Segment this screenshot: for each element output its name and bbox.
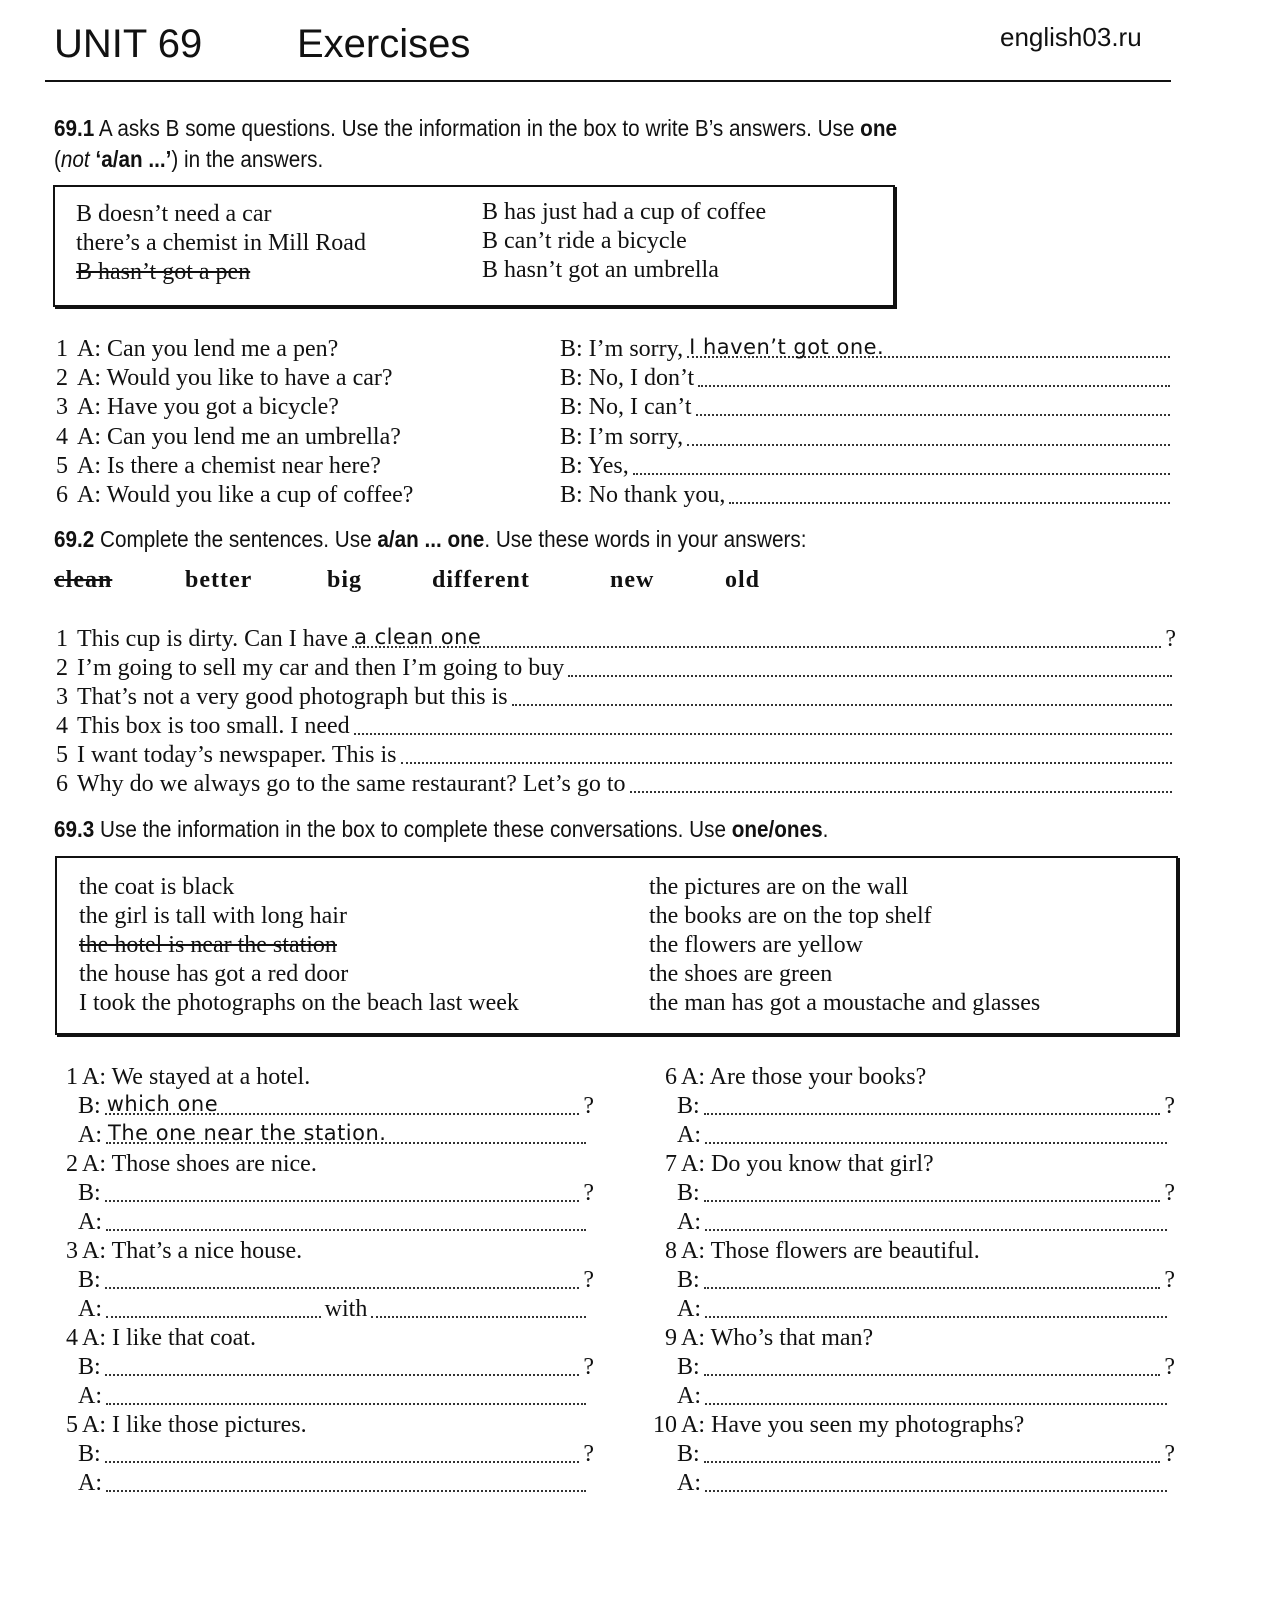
answer-prompt: B: I’m sorry,	[560, 423, 684, 450]
item-number: 6	[665, 1064, 677, 1090]
ex2-number: 69.2	[54, 526, 95, 552]
question-row	[56, 334, 338, 363]
speaker-label: A:	[78, 1383, 102, 1409]
question-text: A: Would you like a cup of coffee?	[77, 482, 414, 508]
speaker-label: A:	[78, 1296, 102, 1322]
answer-field[interactable]	[705, 1120, 1167, 1144]
question-mark: ?	[1165, 626, 1176, 652]
speaker-label: B:	[78, 1180, 101, 1206]
box-item: B has just had a cup of coffee	[482, 199, 767, 225]
response-line-a	[637, 1381, 1171, 1410]
item-number: 10	[653, 1412, 677, 1438]
item-number: 3	[56, 394, 68, 421]
answer-field[interactable]	[633, 451, 1170, 475]
ex1-instruction	[54, 113, 897, 175]
response-line-b	[637, 1178, 1175, 1207]
answer-field[interactable]	[512, 682, 1172, 706]
response-line-a	[54, 1468, 590, 1497]
conversation-line	[54, 1410, 307, 1439]
response-line-b	[637, 1352, 1175, 1381]
answer-prompt: B: No, I can’t	[560, 394, 692, 421]
question-mark: ?	[583, 1441, 594, 1467]
question-row	[56, 451, 381, 480]
ex1-instr-paren: (	[54, 146, 61, 172]
answer-field[interactable]	[106, 1120, 586, 1144]
question-mark: ?	[1164, 1093, 1175, 1119]
question-mark: ?	[583, 1093, 594, 1119]
answer-field[interactable]	[704, 1439, 1161, 1463]
handwritten-answer: a clean one	[354, 625, 482, 649]
word-option: old	[725, 567, 761, 593]
answer-field[interactable]	[705, 1294, 1167, 1318]
conversation-line	[637, 1410, 1024, 1439]
conversation-line	[637, 1236, 980, 1265]
conversation-line	[54, 1062, 310, 1091]
word-option: big	[327, 567, 363, 593]
answer-field[interactable]	[106, 1381, 586, 1405]
answer-row	[560, 363, 1174, 392]
answer-field[interactable]	[704, 1091, 1161, 1115]
sentence-row	[56, 624, 1176, 653]
handwritten-answer: The one near the station.	[108, 1121, 387, 1145]
connector-word: with	[324, 1296, 368, 1322]
speaker-label: A:	[677, 1470, 701, 1496]
question-text: A: Have you got a bicycle?	[77, 394, 339, 421]
sentence-text: Why do we always go to the same restaurant? Let’s go to	[77, 771, 626, 797]
ex3-number: 69.3	[54, 816, 95, 842]
answer-field[interactable]	[705, 1381, 1167, 1405]
ex1-instr-rest: ) in the answers.	[171, 146, 324, 172]
question-mark: ?	[1164, 1267, 1175, 1293]
response-line-b	[637, 1439, 1175, 1468]
speaker-label: B:	[78, 1093, 101, 1119]
box-item: the house has got a red door	[79, 961, 349, 987]
unit-number: UNIT 69	[54, 22, 203, 66]
item-number: 5	[56, 742, 68, 768]
speaker-label: A:	[677, 1122, 701, 1148]
speaker-label: B:	[78, 1267, 101, 1293]
answer-row	[560, 480, 1174, 509]
question-row	[56, 422, 401, 451]
response-line-b	[54, 1178, 594, 1207]
speaker-label: B:	[78, 1354, 101, 1380]
item-number: 1	[56, 626, 68, 652]
conversation-line	[637, 1062, 926, 1091]
ex1-info-box	[53, 185, 895, 307]
answer-field[interactable]	[705, 1468, 1167, 1492]
answer-field[interactable]	[352, 624, 1161, 648]
ex2-instruction	[54, 524, 806, 555]
speaker-label: B:	[78, 1441, 101, 1467]
item-number: 4	[56, 423, 68, 450]
answer-field[interactable]	[698, 363, 1170, 387]
speaker-label: A:	[677, 1383, 701, 1409]
item-number: 1	[56, 336, 68, 362]
box-item: B hasn’t got an umbrella	[482, 257, 719, 283]
answer-field[interactable]	[729, 480, 1170, 504]
ex3-info-box	[55, 856, 1178, 1035]
prompt-text: A: I like that coat.	[82, 1325, 256, 1351]
site-name: english03.ru	[1000, 22, 1142, 52]
response-line-b	[54, 1439, 594, 1468]
item-number: 1	[66, 1064, 78, 1090]
sentence-row	[56, 653, 1176, 682]
response-line-a	[54, 1207, 590, 1236]
word-option: better	[185, 567, 253, 593]
answer-field[interactable]	[568, 653, 1172, 677]
prompt-text: A: Those shoes are nice.	[82, 1151, 317, 1177]
speaker-label: A:	[78, 1122, 102, 1148]
speaker-label: B:	[677, 1180, 700, 1206]
box-item: the coat is black	[79, 874, 235, 900]
ex2-instr-rest: . Use these words in your answers:	[484, 526, 807, 552]
sentence-text: This box is too small. I need	[77, 713, 350, 739]
prompt-text: A: Are those your books?	[681, 1064, 927, 1090]
sentence-text: I’m going to sell my car and then I’m going to buy	[77, 655, 565, 681]
item-number: 9	[665, 1325, 677, 1351]
item-number: 5	[56, 452, 68, 479]
answer-field[interactable]	[687, 334, 1170, 358]
question-text: A: Is there a chemist near here?	[77, 452, 381, 479]
conversation-line	[54, 1149, 317, 1178]
answer-field[interactable]	[105, 1091, 580, 1115]
response-line-a	[637, 1120, 1171, 1149]
ex3-instr-rest: .	[822, 816, 829, 842]
item-number: 5	[66, 1412, 78, 1438]
item-number: 6	[56, 482, 68, 508]
prompt-text: A: Those flowers are beautiful.	[681, 1238, 980, 1264]
question-text: A: Would you like to have a car?	[77, 365, 393, 392]
box-item: B can’t ride a bicycle	[482, 228, 687, 254]
answer-row	[560, 422, 1174, 451]
answer-field[interactable]	[106, 1207, 586, 1231]
ex2-instr-text: Complete the sentences. Use	[100, 526, 372, 552]
answer-prompt: B: Yes,	[560, 452, 629, 479]
answer-prompt: B: I’m sorry,	[560, 336, 684, 362]
item-number: 2	[56, 365, 68, 392]
answer-prompt: B: No, I don’t	[560, 365, 695, 392]
answer-row	[560, 451, 1174, 480]
speaker-label: A:	[677, 1296, 701, 1322]
handwritten-answer: which one	[106, 1092, 219, 1116]
item-number: 2	[66, 1151, 78, 1177]
sentence-text: This cup is dirty. Can I have	[77, 626, 349, 652]
word-option: new	[610, 567, 655, 593]
sentence-row	[56, 711, 1176, 740]
question-mark: ?	[1164, 1180, 1175, 1206]
prompt-text: A: I like those pictures.	[82, 1412, 307, 1438]
item-number: 4	[66, 1325, 78, 1351]
word-option: clean	[54, 567, 113, 593]
answer-field[interactable]	[704, 1352, 1161, 1376]
item-number: 3	[66, 1238, 78, 1264]
speaker-label: A:	[78, 1209, 102, 1235]
conversation-line	[54, 1236, 302, 1265]
box-item: the hotel is near the station	[79, 932, 337, 958]
ex1-instr-text: A asks B some questions. Use the information in the box to write B’s answers. Use	[98, 115, 855, 141]
box-item: the books are on the top shelf	[649, 903, 932, 929]
answer-field[interactable]	[705, 1207, 1167, 1231]
sentence-text: That’s not a very good photograph but this is	[77, 684, 508, 710]
speaker-label: B:	[677, 1441, 700, 1467]
ex1-instr-bold: one	[860, 115, 897, 141]
response-line-b	[54, 1091, 594, 1120]
answer-field[interactable]	[630, 769, 1172, 793]
ex1-instr-aan: ‘a/an ...’	[89, 146, 172, 172]
box-item: B hasn’t got a pen	[76, 259, 251, 285]
item-number: 6	[56, 771, 68, 797]
question-row	[56, 392, 339, 421]
speaker-label: A:	[677, 1209, 701, 1235]
handwritten-answer: I haven’t got one.	[689, 335, 885, 359]
box-item: the pictures are on the wall	[649, 874, 909, 900]
prompt-text: A: We stayed at a hotel.	[82, 1064, 311, 1090]
question-mark: ?	[583, 1267, 594, 1293]
response-line-a	[54, 1120, 590, 1149]
header-divider	[45, 80, 1171, 82]
answer-field[interactable]	[105, 1352, 580, 1376]
question-mark: ?	[1164, 1354, 1175, 1380]
speaker-label: B:	[677, 1093, 700, 1119]
box-item: the man has got a moustache and glasses	[649, 990, 1041, 1016]
question-row	[56, 363, 393, 392]
box-item: B doesn’t need a car	[76, 201, 272, 227]
response-line-b	[637, 1265, 1175, 1294]
conversation-line	[54, 1323, 256, 1352]
response-line-a	[637, 1207, 1171, 1236]
answer-field[interactable]	[687, 422, 1170, 446]
response-line-a	[54, 1294, 590, 1323]
answer-field[interactable]	[696, 392, 1170, 416]
answer-field[interactable]	[401, 740, 1172, 764]
question-mark: ?	[1164, 1441, 1175, 1467]
answer-row	[560, 334, 1174, 363]
ex3-instruction	[54, 814, 828, 845]
answer-prompt: B: No thank you,	[560, 482, 726, 508]
answer-field[interactable]	[106, 1294, 321, 1318]
box-item: the flowers are yellow	[649, 932, 863, 958]
ex3-instr-bold: one/ones	[731, 816, 823, 842]
answer-field[interactable]	[105, 1178, 580, 1202]
word-option: different	[432, 567, 530, 593]
prompt-text: A: Have you seen my photographs?	[681, 1412, 1025, 1438]
item-number: 2	[56, 655, 68, 681]
question-mark: ?	[583, 1180, 594, 1206]
answer-field[interactable]	[371, 1294, 586, 1318]
sentence-row	[56, 682, 1176, 711]
answer-field[interactable]	[704, 1178, 1161, 1202]
conversation-line	[637, 1149, 934, 1178]
answer-field[interactable]	[105, 1439, 580, 1463]
box-item: the shoes are green	[649, 961, 833, 987]
response-line-b	[637, 1091, 1175, 1120]
question-text: A: Can you lend me a pen?	[77, 336, 339, 362]
answer-row	[560, 392, 1174, 421]
item-number: 7	[665, 1151, 677, 1177]
speaker-label: A:	[78, 1470, 102, 1496]
answer-field[interactable]	[105, 1265, 580, 1289]
prompt-text: A: Do you know that girl?	[681, 1151, 934, 1177]
answer-field[interactable]	[106, 1468, 586, 1492]
question-row	[56, 480, 413, 509]
ex1-number: 69.1	[54, 115, 95, 141]
response-line-a	[637, 1294, 1171, 1323]
prompt-text: A: Who’s that man?	[681, 1325, 874, 1351]
sentence-text: I want today’s newspaper. This is	[77, 742, 397, 768]
response-line-a	[637, 1468, 1171, 1497]
ex2-instr-bold: a/an ... one	[377, 526, 485, 552]
sentence-row	[56, 740, 1176, 769]
answer-field[interactable]	[704, 1265, 1161, 1289]
box-item: there’s a chemist in Mill Road	[76, 230, 366, 256]
box-item: I took the photographs on the beach last week	[79, 990, 519, 1016]
response-line-b	[54, 1352, 594, 1381]
answer-field[interactable]	[354, 711, 1172, 735]
page-title: Exercises	[297, 22, 471, 66]
item-number: 4	[56, 713, 68, 739]
item-number: 8	[665, 1238, 677, 1264]
response-line-a	[54, 1381, 590, 1410]
box-item: the girl is tall with long hair	[79, 903, 347, 929]
ex1-instr-not: not	[60, 146, 90, 172]
conversation-line	[637, 1323, 873, 1352]
speaker-label: B:	[677, 1267, 700, 1293]
speaker-label: B:	[677, 1354, 700, 1380]
item-number: 3	[56, 684, 68, 710]
question-mark: ?	[583, 1354, 594, 1380]
response-line-b	[54, 1265, 594, 1294]
prompt-text: A: That’s a nice house.	[82, 1238, 303, 1264]
sentence-row	[56, 769, 1176, 798]
ex3-instr-text: Use the information in the box to complete these conversations. Use	[100, 816, 726, 842]
question-text: A: Can you lend me an umbrella?	[77, 423, 401, 450]
